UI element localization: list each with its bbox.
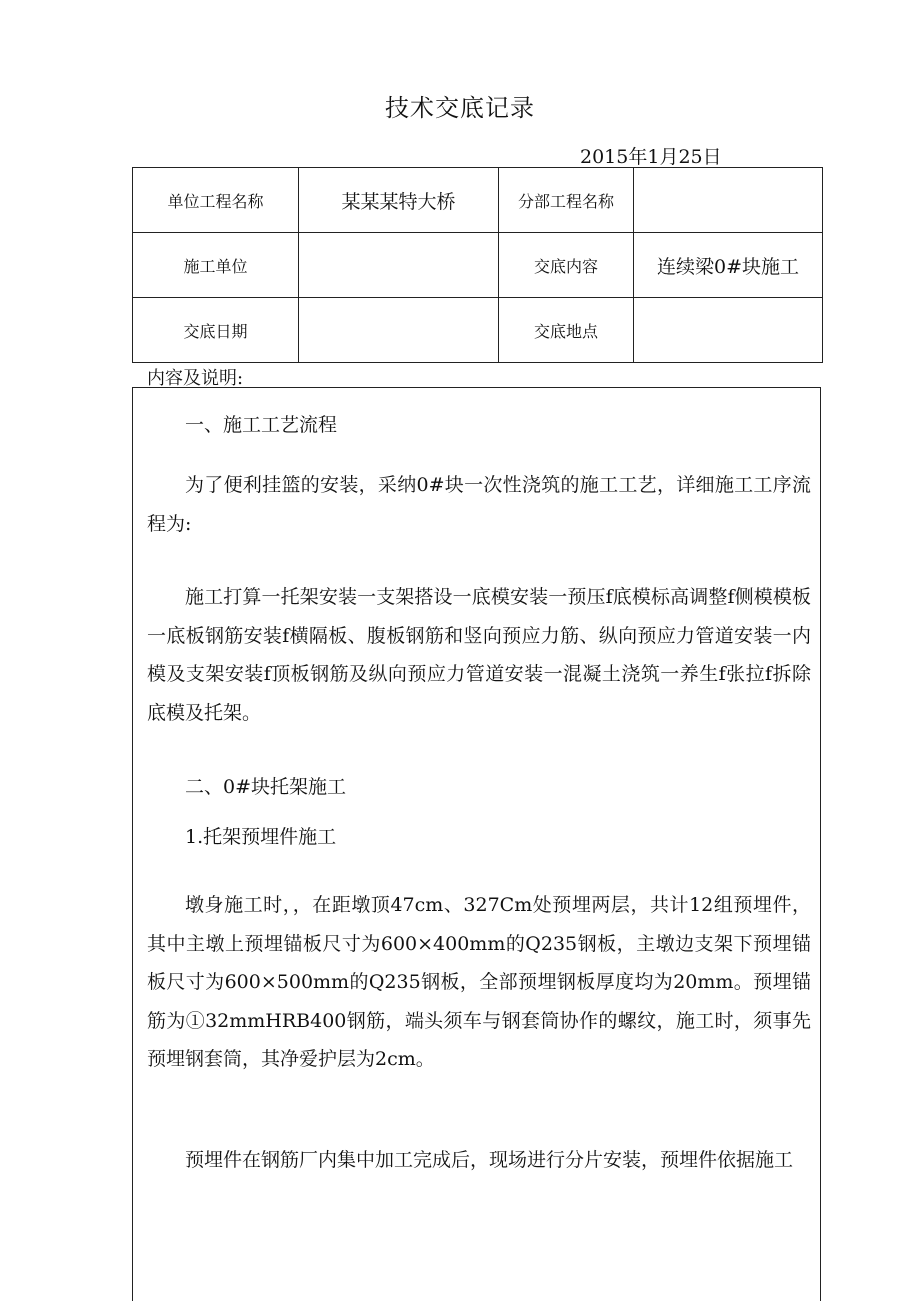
paragraph-process-steps: 施工打算一托架安装一支架搭设一底模安装一预压f底模标高调整f侧模模板一底板钢筋安装f横隔板、腹板钢筋和竖向预应力筋、纵向预应力管道安装一内模及支架安装f顶板钢筋及纵向预应力管道安装一混凝土浇筑一养生f张拉f拆除底模及托架。 — [147, 586, 811, 724]
briefing-date-value — [299, 298, 499, 363]
construction-unit-value — [299, 233, 499, 298]
unit-project-name-label: 单位工程名称 — [133, 168, 299, 233]
document-date: 2015年1月25日 — [580, 146, 722, 168]
unit-project-name-value: 某某某特大桥 — [299, 168, 499, 233]
paragraph-embedded-parts-details: 墩身施工时，，在距墩顶47cm、327Cm处预埋两层，共计12组预埋件，其中主墩上预埋锚板尺寸为600×400mm的Q235钢板，主墩边支架下预埋锚板尺寸为600×500mm的Q235钢板，全部预埋钢板厚度均为20mm。预埋锚筋为①32mmHRB400钢筋，端头须车与钢套筒协作的螺纹，施工时，须事先预埋钢套筒，其净爱护层为2cm。 — [147, 894, 811, 1071]
sub-project-name-label: 分部工程名称 — [499, 168, 634, 233]
table-row — [133, 233, 823, 298]
heading-process-flow: 一、施工工艺流程 — [185, 414, 338, 436]
heading-embedded-parts: 1.托架预埋件施工 — [185, 826, 337, 848]
table-row — [133, 298, 823, 363]
paragraph-intro: 为了便利挂篮的安装，采纳0#块一次性浇筑的施工工艺，详细施工工序流程为: — [147, 474, 811, 535]
document-title: 技术交底记录 — [385, 94, 535, 122]
briefing-location-value — [634, 298, 823, 363]
briefing-date-label: 交底日期 — [133, 298, 299, 363]
content-section-label: 内容及说明: — [147, 368, 244, 389]
briefing-content-label: 交底内容 — [499, 233, 634, 298]
construction-unit-label: 施工单位 — [133, 233, 299, 298]
content-box — [132, 387, 821, 1301]
briefing-location-label: 交底地点 — [499, 298, 634, 363]
heading-bracket-construction: 二、0#块托架施工 — [185, 776, 347, 798]
paragraph-embedded-parts-installation: 预埋件在钢筋厂内集中加工完成后，现场进行分片安装，预埋件依据施工 — [185, 1149, 794, 1171]
table-row — [133, 168, 823, 233]
sub-project-name-value — [634, 168, 823, 233]
info-table — [132, 167, 823, 363]
briefing-content-value: 连续梁0#块施工 — [634, 233, 823, 298]
